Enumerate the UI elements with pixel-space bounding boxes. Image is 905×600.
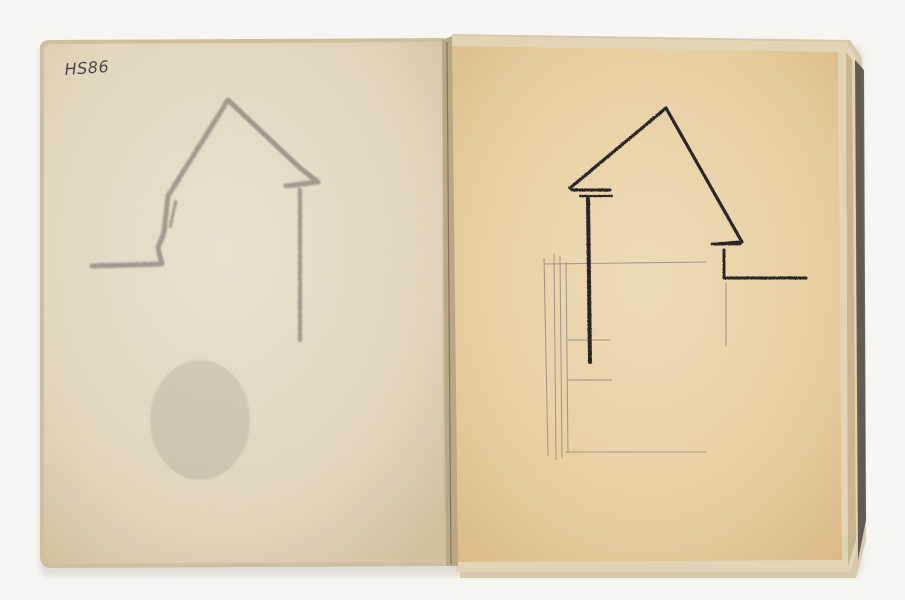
inventory-number: HS86 [64,56,110,79]
ghost-smudge-area [150,360,250,480]
